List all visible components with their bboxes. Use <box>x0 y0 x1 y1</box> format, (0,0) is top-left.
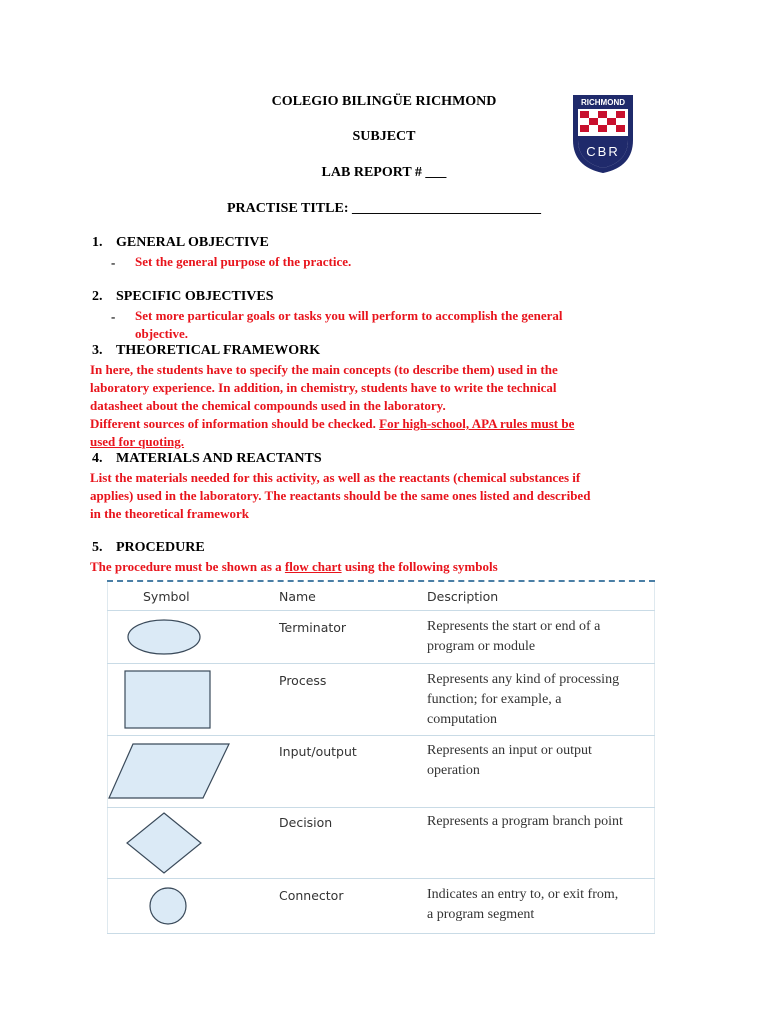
section-procedure-title: 5. PROCEDURE <box>92 540 205 555</box>
symbol-name: Connector <box>279 888 344 903</box>
symbol-name: Input/output <box>279 744 357 759</box>
diamond-icon <box>125 811 203 875</box>
table-header-name: Name <box>279 589 316 604</box>
theoretical-framework-line: In here, the students have to specify the main concepts (to describe them) used in the <box>90 362 558 377</box>
theoretical-framework-line: Different sources of information should be checked. For high-school, APA rules must be <box>90 416 575 431</box>
symbol-name: Process <box>279 673 327 688</box>
symbol-description: Represents a program branch point <box>427 814 623 829</box>
materials-line: in the theoretical framework <box>90 506 249 521</box>
materials-line: List the materials needed for this activity, as well as the reactants (chemical substances if <box>90 470 581 485</box>
circle-icon <box>148 886 188 926</box>
bullet-dash: - <box>111 309 116 324</box>
logo-initials: CBR <box>586 144 620 159</box>
table-header-symbol: Symbol <box>143 589 190 604</box>
symbol-description: Represents the start or end of a program or module <box>427 619 601 654</box>
bullet-dash: - <box>111 255 116 270</box>
logo-top-text: RICHMOND <box>581 98 625 107</box>
symbol-description: Represents any kind of processing function; for example, a computation <box>427 672 620 727</box>
symbol-description: Indicates an entry to, or exit from, a program segment <box>427 887 619 922</box>
school-crest-logo <box>572 94 634 174</box>
theoretical-framework-line: datasheet about the chemical compounds used in the laboratory. <box>90 398 446 413</box>
flowchart-symbol-table <box>107 580 655 934</box>
section-general-objective-title: 1. GENERAL OBJECTIVE <box>92 235 269 250</box>
theoretical-framework-line <box>90 433 690 451</box>
section-materials-title: 4. MATERIALS AND REACTANTS <box>92 451 322 466</box>
practise-title: PRACTISE TITLE: ___________________________ <box>226 201 541 216</box>
flow-chart-link: flow chart <box>284 559 342 574</box>
theoretical-framework-line: laboratory experience. In addition, in chemistry, students have to write the technical <box>90 380 557 395</box>
table-header-description: Description <box>427 589 499 604</box>
lab-report-number: LAB REPORT # ___ <box>321 165 447 180</box>
school-name: COLEGIO BILINGÜE RICHMOND <box>271 94 497 109</box>
section-specific-objectives-title: 2. SPECIFIC OBJECTIVES <box>92 289 274 304</box>
specific-objectives-line: objective. <box>135 326 189 341</box>
procedure-text: The procedure must be shown as a flow chart using the following symbols <box>90 559 498 574</box>
materials-line: applies) used in the laboratory. The reactants should be the same ones listed and described <box>90 488 591 503</box>
general-objective-text: Set the general purpose of the practice. <box>135 254 352 269</box>
crest-shield-icon <box>572 94 634 174</box>
symbol-name: Decision <box>279 815 333 830</box>
symbol-description: Represents an input or output operation <box>427 743 592 778</box>
apa-rules-note: For high-school, APA rules must be <box>379 416 575 431</box>
parallelogram-icon <box>107 742 231 800</box>
subject-heading: SUBJECT <box>352 129 416 144</box>
section-theoretical-framework-title: 3. THEORETICAL FRAMEWORK <box>92 343 321 358</box>
symbol-name: Terminator <box>279 620 347 635</box>
rectangle-icon <box>124 670 212 730</box>
apa-rules-note: used for quoting. <box>90 434 185 449</box>
ellipse-icon <box>126 618 202 656</box>
specific-objectives-line: Set more particular goals or tasks you will perform to accomplish the general <box>135 308 563 323</box>
